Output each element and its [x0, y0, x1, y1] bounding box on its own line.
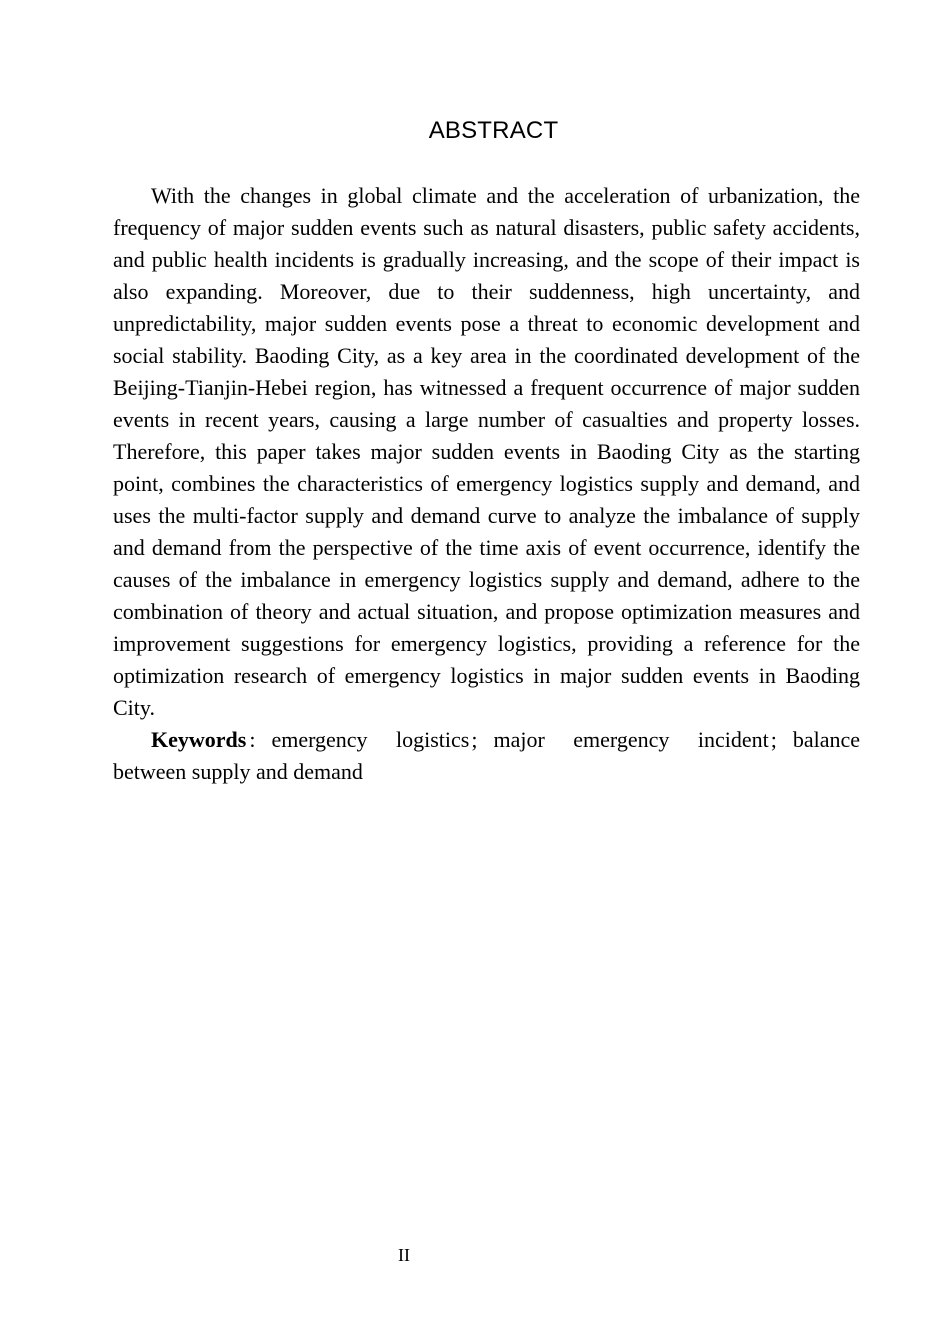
keyword-item: major emergency incident	[493, 727, 769, 752]
page-title: ABSTRACT	[428, 117, 559, 144]
keyword-item: emergency logistics	[271, 727, 470, 752]
keywords-paragraph	[113, 724, 860, 788]
keyword-separator: ;	[471, 727, 478, 752]
keyword-separator: ;	[770, 727, 777, 752]
page-content	[113, 0, 860, 788]
keywords-colon: :	[249, 727, 256, 752]
keywords-label: Keywords	[151, 727, 247, 752]
abstract-paragraph: With the changes in global climate and the acceleration of urbanization, the frequency of major sudden events such as natural disasters, public safety accidents, and public health incidents is gradually increasing, and the scope of their impact is also expanding. Moreover, due to their suddenness, high uncertainty, and unpredictability, major sudden events pose a threat to economic development and social stability. Baoding City, as a key area in the coordinated development of the Beijing-Tianjin-Hebei region, has witnessed a frequent occurrence of major sudden events in recent years, causing a large number of casualties and property losses. Therefore, this paper takes major sudden events in Baoding City as the starting point, combines the characteristics of emergency logistics supply and demand, and uses the multi-factor supply and demand curve to analyze the imbalance of supply and demand from the perspective of the time axis of event occurrence, identify the causes of the imbalance in emergency logistics supply and demand, adhere to the combination of theory and actual situation, and propose optimization measures and improvement suggestions for emergency logistics, providing a reference for the optimization research of emergency logistics in major sudden events in Baoding City.	[113, 183, 860, 720]
keyword-item: balance between supply and demand	[113, 727, 860, 784]
page-number: II	[398, 1245, 410, 1265]
